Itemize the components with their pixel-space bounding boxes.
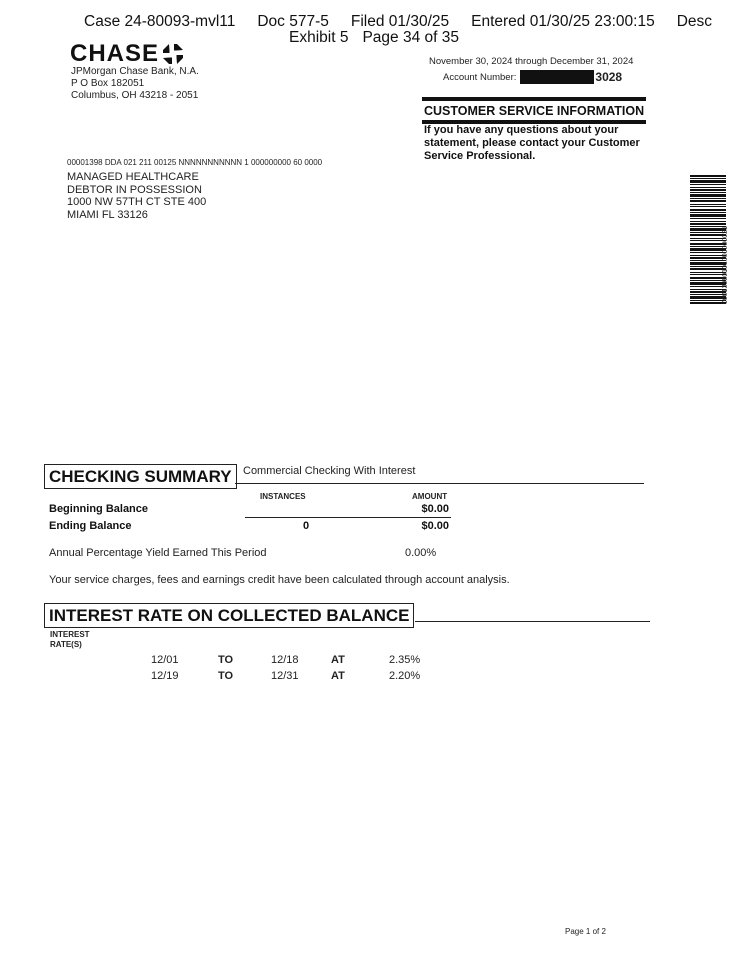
account-number [443, 70, 622, 84]
doc-number: Doc 577-5 [257, 13, 329, 30]
desc-label: Desc [676, 13, 713, 30]
rate-at-label: AT [331, 654, 345, 666]
rate-to-date: 12/31 [271, 670, 299, 682]
barcode-image [690, 175, 726, 305]
instances-column-header: INSTANCES [260, 492, 306, 501]
barcode-number [722, 174, 732, 306]
rate-to-label: TO [218, 670, 234, 682]
apy-value: 0.00% [405, 547, 437, 559]
interest-rates-header-line-2: RATE(S) [50, 640, 82, 649]
filed-date: Filed 01/30/25 [350, 13, 450, 30]
chase-logo [70, 42, 183, 66]
interest-rates-header [50, 630, 90, 650]
customer-service-header [422, 97, 646, 124]
mailing-address [67, 171, 206, 221]
rate-from-date: 12/19 [151, 670, 179, 682]
summary-table-rule [245, 517, 451, 518]
barcode-number-text: 00013980101000000021 [722, 226, 729, 304]
customer-service-body: If you have any questions about your statement, please contact your Customer Service Professional. [424, 124, 640, 162]
rate-to-date: 12/18 [271, 654, 299, 666]
account-number-label: Account Number: [443, 71, 517, 83]
bank-name: JPMorgan Chase Bank, N.A. [71, 66, 199, 77]
interest-rate-title: INTEREST RATE ON COLLECTED BALANCE [44, 603, 414, 628]
rate-to-label: TO [218, 654, 234, 666]
rate-at-label: AT [331, 670, 345, 682]
filing-page-number: Page 34 of 35 [362, 29, 459, 46]
statement-page-number: Page 1 of 2 [565, 927, 606, 936]
bank-city: Columbus, OH 43218 - 2051 [71, 90, 199, 101]
statement-period: November 30, 2024 through December 31, 2024 [429, 56, 634, 67]
mailing-code: 00001398 DDA 021 211 00125 NNNNNNNNNNN 1 000000000 60 0000 [67, 158, 323, 167]
checking-summary-subtitle: Commercial Checking With Interest [243, 465, 416, 477]
chase-logo-text: CHASE [70, 40, 160, 67]
rate-from-date: 12/01 [151, 654, 179, 666]
rate-value: 2.20% [389, 670, 421, 682]
mailing-line-1: MANAGED HEALTHCARE [67, 171, 199, 183]
entered-date: Entered 01/30/25 23:00:15 [471, 13, 655, 30]
exhibit-line [289, 29, 459, 47]
ending-balance-amount: $0.00 [421, 520, 449, 532]
interest-rates-header-line-1: INTEREST [50, 630, 90, 639]
chase-octagon-icon [163, 44, 183, 64]
bank-address [71, 66, 199, 102]
checking-summary-title: CHECKING SUMMARY [44, 464, 237, 489]
account-number-last4: 3028 [595, 70, 623, 84]
beginning-balance-label: Beginning Balance [49, 503, 149, 515]
apy-label: Annual Percentage Yield Earned This Period [49, 547, 267, 559]
ending-balance-instances: 0 [302, 520, 310, 532]
case-number: Case 24-80093-mvl11 [84, 13, 236, 30]
interest-rate-rule [415, 621, 650, 622]
customer-service-title: CUSTOMER SERVICE INFORMATION [424, 104, 645, 118]
amount-column-header: AMOUNT [412, 492, 448, 501]
ending-balance-label: Ending Balance [49, 520, 132, 532]
mailing-line-4: MIAMI FL 33126 [67, 208, 148, 221]
mailing-line-2: DEBTOR IN POSSESSION [67, 183, 202, 196]
checking-summary-rule [235, 483, 644, 484]
rate-value: 2.35% [389, 654, 421, 666]
account-number-redaction [520, 70, 594, 84]
bank-pobox: P O Box 182051 [71, 78, 145, 89]
mailing-line-3: 1000 NW 57TH CT STE 400 [67, 196, 207, 208]
exhibit-label: Exhibit 5 [289, 29, 349, 46]
beginning-balance-amount: $0.00 [421, 503, 449, 515]
account-analysis-note: Your service charges, fees and earnings credit have been calculated through account analysis. [49, 574, 510, 586]
